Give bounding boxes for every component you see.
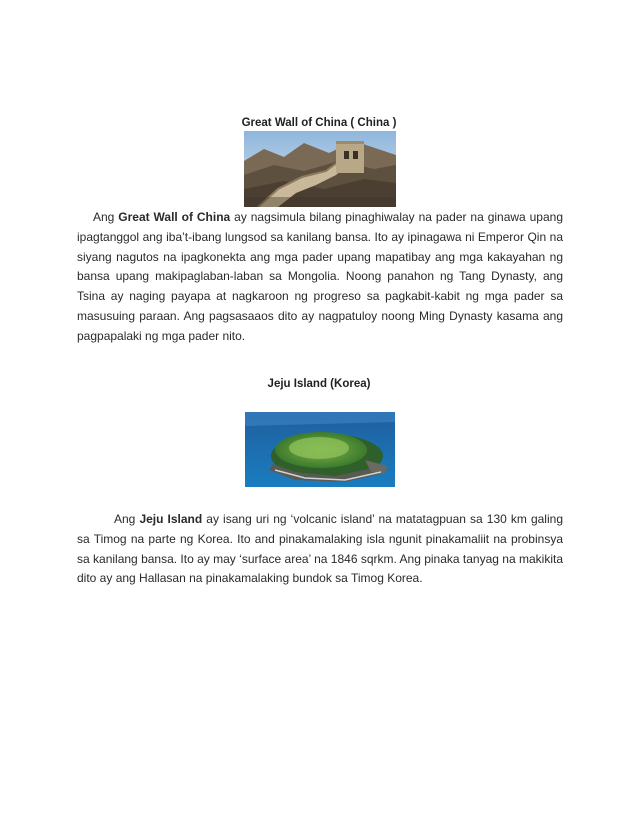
section-title-great-wall: Great Wall of China ( China ) xyxy=(241,117,397,129)
paragraph-bold-term: Great Wall of China xyxy=(118,210,231,224)
great-wall-photo xyxy=(244,131,396,207)
paragraph-lead: Ang xyxy=(114,512,140,526)
paragraph-bold-term: Jeju Island xyxy=(139,512,203,526)
paragraph-body: ay isang uri ng ‘volcanic island’ na matatagpuan sa 130 km galing sa Timog na parte ng Korea. Ito and pinakamalaking isla ngunit pinakamaliit na probinsya sa kanilang bansa. Ito ay may ‘surface area’ na 1846 sqrkm. Ang pinaka tanyag na makikita dito ay ang Hallasan na pinakamalaking bundok sa Timog Korea. xyxy=(77,512,563,586)
jeju-island-photo xyxy=(245,412,395,487)
great-wall-paragraph xyxy=(77,208,563,347)
jeju-island-paragraph xyxy=(77,510,563,589)
paragraph-lead: Ang xyxy=(93,210,119,224)
paragraph-body: ay nagsimula bilang pinaghiwalay na pader na ginawa upang ipagtanggol ang iba’t-ibang lungsod sa kanilang bansa. Ito ay ipinagawa ni Emperor Qin na siyang nagutos na ipagkonekta ang mga pader upang mapatibay ang mga kakayahan ng bansa upang makipaglaban-laban sa Mongolia. Noong panahon ng Tang Dynasty, ang Tsina ay naging payapa at nagkaroon ng progreso sa pagkabit-kabit ng mga pader sa masusuing paraan. Ang pagsasaaos dito ay nagpatuloy noong Ming Dynasty kasama ang pagpapalaki ng mga pader nito. xyxy=(77,210,563,343)
section-title-jeju-island: Jeju Island (Korea) xyxy=(267,378,371,390)
